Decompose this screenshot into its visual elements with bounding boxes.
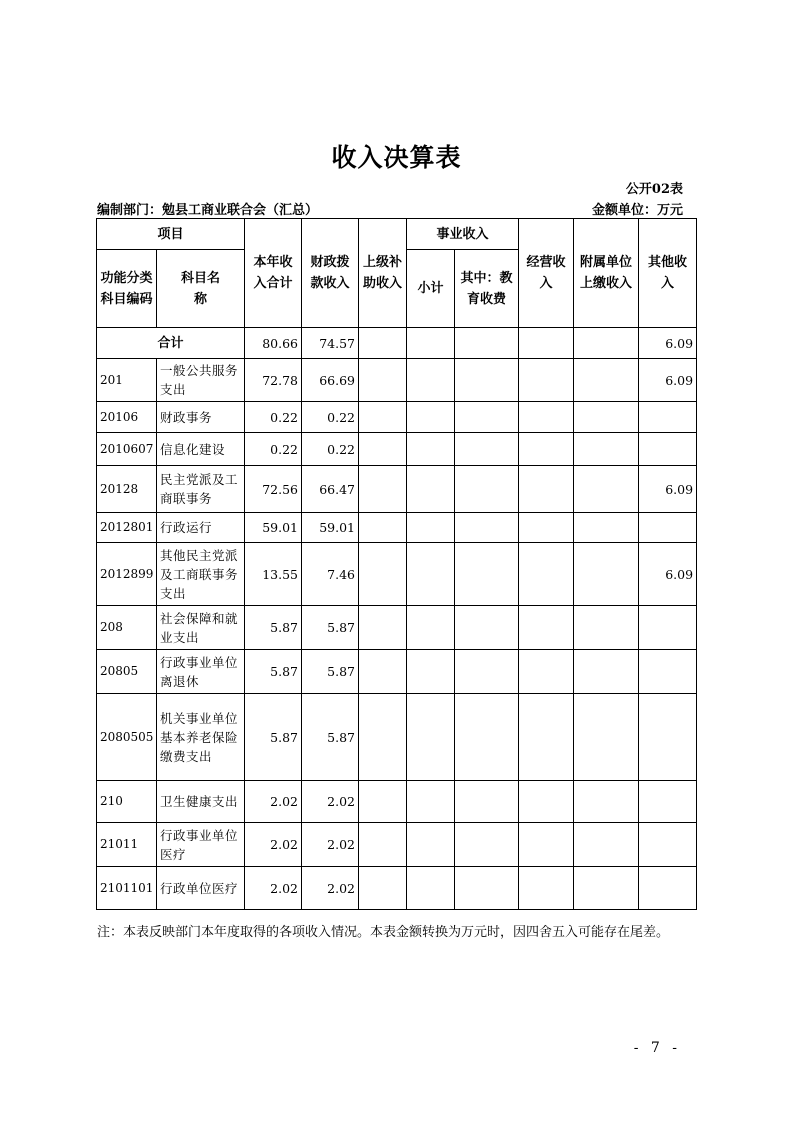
row-fiscal: 66.47 — [302, 466, 359, 513]
total-other-cell: 6.09 — [639, 328, 697, 359]
row-code: 2080505 — [97, 694, 157, 781]
page-title: 收入决算表 — [331, 143, 462, 172]
row-other — [639, 402, 697, 433]
table-note: 注：本表反映部门本年度取得的各项收入情况。本表金额转换为万元时，因四舍五入可能存在尾差。 — [97, 925, 670, 940]
row-subtotal — [407, 543, 455, 606]
row-total: 13.55 — [245, 543, 302, 606]
row-fiscal: 5.87 — [302, 606, 359, 650]
row-affiliated — [574, 402, 639, 433]
row-affiliated — [574, 466, 639, 513]
row-superior-subsidy — [359, 513, 407, 543]
row-fiscal: 59.01 — [302, 513, 359, 543]
row-total: 5.87 — [245, 650, 302, 694]
row-code: 210 — [97, 781, 157, 823]
row-operating — [519, 650, 574, 694]
income-table — [96, 218, 697, 910]
row-subtotal — [407, 867, 455, 910]
row-operating — [519, 466, 574, 513]
table-row — [97, 359, 697, 402]
row-affiliated — [574, 606, 639, 650]
row-subtotal — [407, 781, 455, 823]
table-row — [97, 402, 697, 433]
row-fiscal: 5.87 — [302, 650, 359, 694]
row-education — [455, 781, 519, 823]
row-superior-subsidy — [359, 466, 407, 513]
row-affiliated — [574, 513, 639, 543]
table-row — [97, 606, 697, 650]
row-superior-subsidy — [359, 433, 407, 466]
table-row — [97, 694, 697, 781]
table-row — [97, 650, 697, 694]
row-other — [639, 694, 697, 781]
row-total: 2.02 — [245, 867, 302, 910]
header-operating: 经营收入 — [519, 219, 574, 328]
row-education — [455, 402, 519, 433]
row-code: 2012899 — [97, 543, 157, 606]
row-total: 0.22 — [245, 402, 302, 433]
row-name: 行政事业单位离退休 — [157, 650, 245, 694]
row-education — [455, 543, 519, 606]
row-code: 20128 — [97, 466, 157, 513]
row-other: 6.09 — [639, 359, 697, 402]
row-education — [455, 867, 519, 910]
row-subtotal — [407, 513, 455, 543]
header-project: 项目 — [97, 219, 245, 250]
row-total: 2.02 — [245, 823, 302, 867]
row-operating — [519, 823, 574, 867]
row-superior-subsidy — [359, 402, 407, 433]
row-code: 20106 — [97, 402, 157, 433]
row-name: 社会保障和就业支出 — [157, 606, 245, 650]
row-education — [455, 513, 519, 543]
row-affiliated — [574, 359, 639, 402]
row-fiscal: 66.69 — [302, 359, 359, 402]
row-affiliated — [574, 694, 639, 781]
row-affiliated — [574, 650, 639, 694]
row-education — [455, 650, 519, 694]
row-fiscal: 5.87 — [302, 694, 359, 781]
header-total-income: 本年收入合计 — [245, 219, 302, 328]
row-affiliated — [574, 781, 639, 823]
row-fiscal: 2.02 — [302, 823, 359, 867]
row-name: 行政单位医疗 — [157, 867, 245, 910]
row-code: 208 — [97, 606, 157, 650]
row-operating — [519, 694, 574, 781]
row-subtotal — [407, 402, 455, 433]
row-subtotal — [407, 650, 455, 694]
header-superior-subsidy: 上级补助收入 — [359, 219, 407, 328]
table-row — [97, 867, 697, 910]
row-other — [639, 823, 697, 867]
total-row — [97, 328, 697, 359]
page-number: - 7 - — [633, 1040, 681, 1056]
row-operating — [519, 433, 574, 466]
row-operating — [519, 867, 574, 910]
row-total: 2.02 — [245, 781, 302, 823]
row-affiliated — [574, 433, 639, 466]
header-affiliated: 附属单位上缴收入 — [574, 219, 639, 328]
row-subtotal — [407, 433, 455, 466]
row-code: 2010607 — [97, 433, 157, 466]
header-subject-name: 科目名称 — [157, 250, 245, 328]
form-number: 公开02表 — [625, 182, 683, 197]
row-operating — [519, 781, 574, 823]
row-total: 72.56 — [245, 466, 302, 513]
department-label: 编制部门：勉县工商业联合会（汇总） — [97, 203, 319, 218]
total-fiscal-cell: 74.57 — [302, 328, 359, 359]
row-name: 一般公共服务支出 — [157, 359, 245, 402]
table-row — [97, 543, 697, 606]
row-education — [455, 823, 519, 867]
row-education — [455, 433, 519, 466]
row-education — [455, 694, 519, 781]
row-subtotal — [407, 823, 455, 867]
row-subtotal — [407, 606, 455, 650]
row-name: 信息化建设 — [157, 433, 245, 466]
row-other: 6.09 — [639, 466, 697, 513]
row-subtotal — [407, 466, 455, 513]
row-fiscal: 0.22 — [302, 433, 359, 466]
row-other — [639, 650, 697, 694]
row-superior-subsidy — [359, 781, 407, 823]
row-superior-subsidy — [359, 359, 407, 402]
row-operating — [519, 402, 574, 433]
row-other — [639, 606, 697, 650]
row-other — [639, 781, 697, 823]
table-row — [97, 781, 697, 823]
row-operating — [519, 543, 574, 606]
row-affiliated — [574, 823, 639, 867]
header-fiscal: 财政拨款收入 — [302, 219, 359, 328]
row-code: 2101101 — [97, 867, 157, 910]
row-other — [639, 433, 697, 466]
row-fiscal: 0.22 — [302, 402, 359, 433]
table-row — [97, 823, 697, 867]
row-other — [639, 513, 697, 543]
row-affiliated — [574, 867, 639, 910]
row-superior-subsidy — [359, 867, 407, 910]
row-name: 卫生健康支出 — [157, 781, 245, 823]
row-code: 20805 — [97, 650, 157, 694]
row-superior-subsidy — [359, 823, 407, 867]
header-subtotal: 小计 — [407, 250, 455, 328]
row-operating — [519, 513, 574, 543]
row-total: 0.22 — [245, 433, 302, 466]
row-name: 行政运行 — [157, 513, 245, 543]
row-operating — [519, 359, 574, 402]
header-education: 其中：教育收费 — [455, 250, 519, 328]
table-row — [97, 513, 697, 543]
total-label: 合计 — [97, 328, 245, 359]
row-other — [639, 867, 697, 910]
row-fiscal: 2.02 — [302, 781, 359, 823]
header-other: 其他收入 — [639, 219, 697, 328]
row-superior-subsidy — [359, 694, 407, 781]
row-name: 财政事务 — [157, 402, 245, 433]
total-income-cell: 80.66 — [245, 328, 302, 359]
row-name: 民主党派及工商联事务 — [157, 466, 245, 513]
row-name: 行政事业单位医疗 — [157, 823, 245, 867]
header-func-code: 功能分类科目编码 — [97, 250, 157, 328]
row-operating — [519, 606, 574, 650]
row-education — [455, 359, 519, 402]
row-superior-subsidy — [359, 543, 407, 606]
row-name: 机关事业单位基本养老保险缴费支出 — [157, 694, 245, 781]
row-superior-subsidy — [359, 606, 407, 650]
table-row — [97, 466, 697, 513]
row-fiscal: 7.46 — [302, 543, 359, 606]
row-name: 其他民主党派及工商联事务支出 — [157, 543, 245, 606]
row-subtotal — [407, 694, 455, 781]
amount-unit-label: 金额单位：万元 — [591, 203, 683, 218]
row-other: 6.09 — [639, 543, 697, 606]
row-fiscal: 2.02 — [302, 867, 359, 910]
row-total: 5.87 — [245, 606, 302, 650]
table-row — [97, 433, 697, 466]
row-superior-subsidy — [359, 650, 407, 694]
row-education — [455, 606, 519, 650]
row-affiliated — [574, 543, 639, 606]
header-business-income: 事业收入 — [407, 219, 519, 250]
row-code: 201 — [97, 359, 157, 402]
row-subtotal — [407, 359, 455, 402]
row-code: 21011 — [97, 823, 157, 867]
row-total: 5.87 — [245, 694, 302, 781]
row-total: 72.78 — [245, 359, 302, 402]
row-total: 59.01 — [245, 513, 302, 543]
row-code: 2012801 — [97, 513, 157, 543]
row-education — [455, 466, 519, 513]
